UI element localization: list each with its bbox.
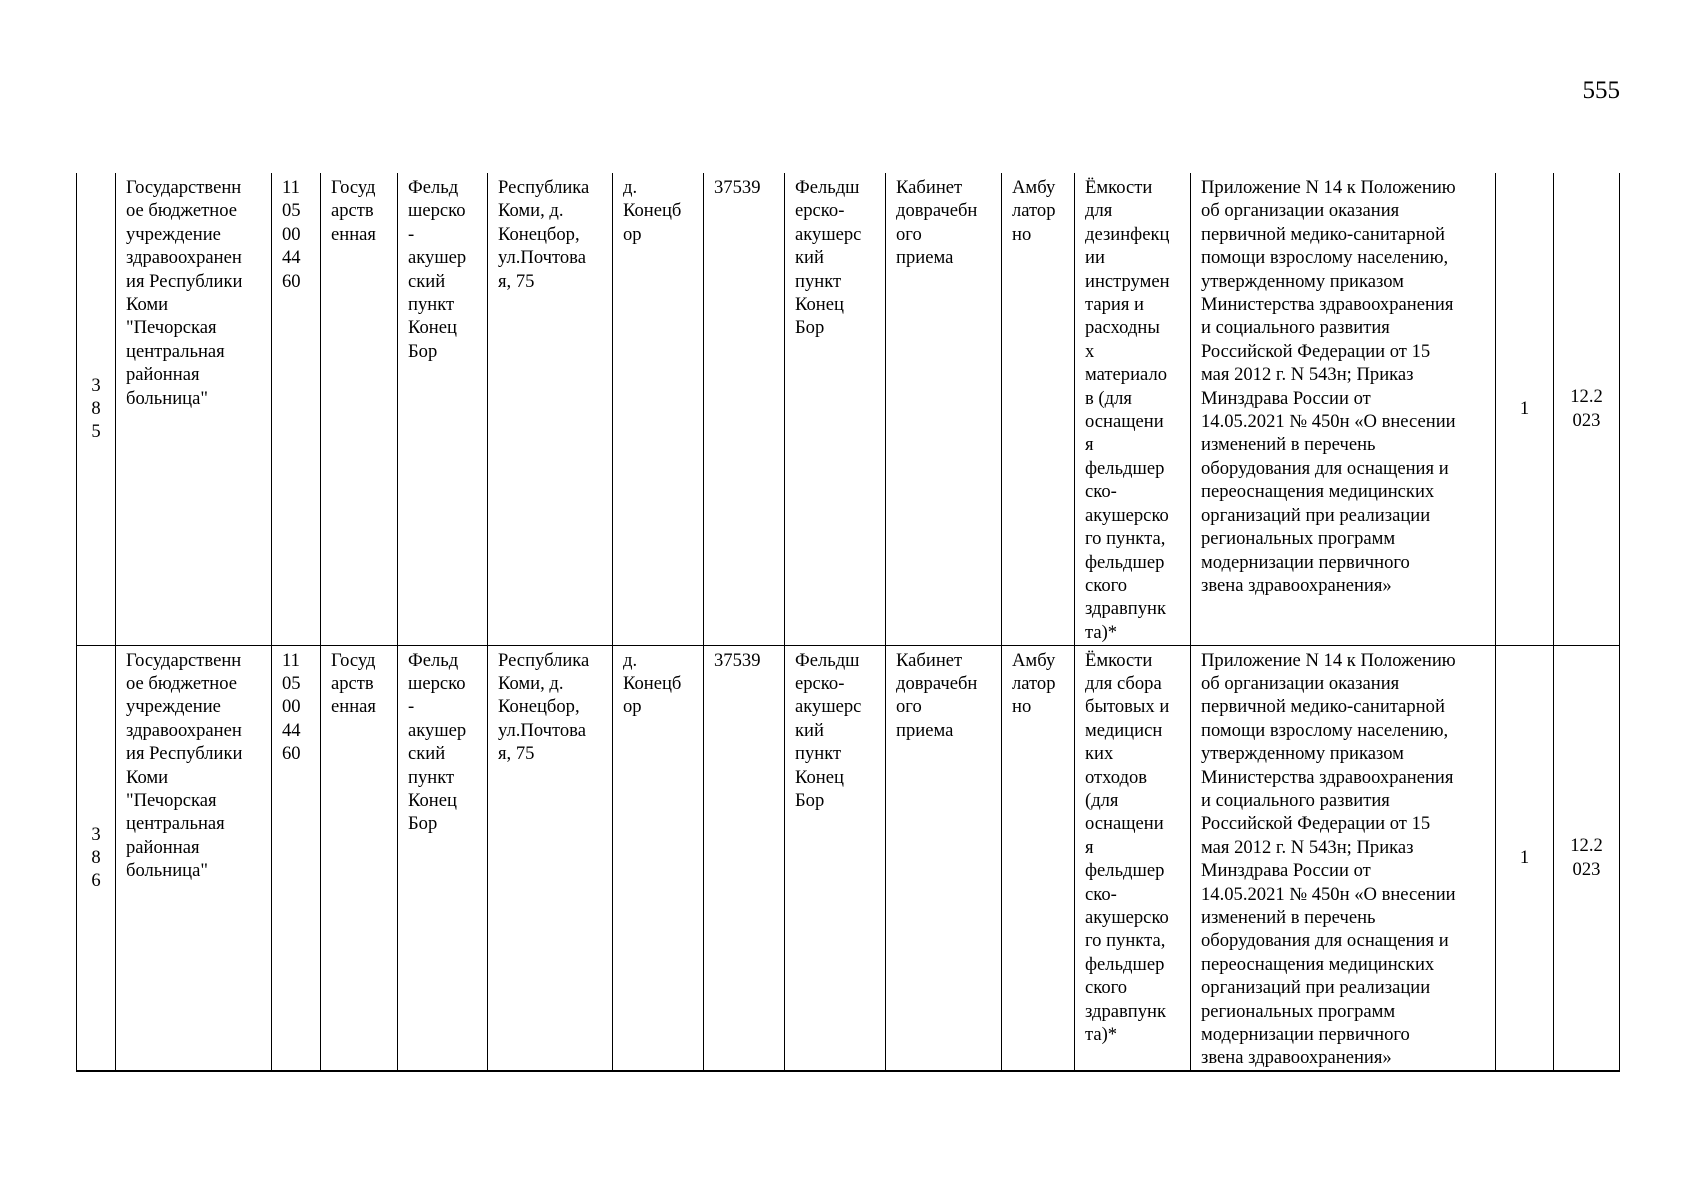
- address-cell: Республика Коми, д. Конецбор, ул.Почтова я, 75: [488, 645, 613, 1071]
- locality-cell: д. Конецб ор: [613, 173, 704, 645]
- equipment-table: [76, 173, 1620, 1072]
- code-cell: 11 05 00 44 60: [272, 645, 321, 1071]
- locality-cell: д. Конецб ор: [613, 645, 704, 1071]
- table-row: [77, 645, 1620, 1071]
- code-cell: 11 05 00 44 60: [272, 173, 321, 645]
- ownership-cell: Госуд арств енная: [321, 645, 398, 1071]
- care-type-cell: Амбу латор но: [1002, 173, 1075, 645]
- date-cell: 12.2 023: [1554, 645, 1620, 1071]
- table-row: [77, 173, 1620, 645]
- row-number: 3 8 6: [77, 645, 116, 1071]
- organization-cell: Государственн ое бюджетное учреждение здравоохранен ия Республики Коми "Печорская центральная районная больница": [116, 645, 272, 1071]
- basis-cell: Приложение N 14 к Положению об организации оказания первичной медико-санитарной помощи взрослому населению, утвержденному приказом Министерства здравоохранения и социального развития Российской Федерации от 15 мая 2012 г. N 543н; Приказ Минздрава России от 14.05.2021 № 450н «О внесении изменений в перечень оборудования для оснащения и переоснащения медицинских организаций при реализации региональных программ модернизации первичного звена здравоохранения»: [1191, 173, 1496, 645]
- facility-cell: Фельдш ерско- акушерс кий пункт Конец Бор: [785, 173, 886, 645]
- oktmo-cell: 37539: [704, 173, 785, 645]
- row-number: 3 8 5: [77, 173, 116, 645]
- unit-cell: Фельд шерско - акушер ский пункт Конец Бор: [398, 173, 488, 645]
- count-cell: 1: [1496, 645, 1554, 1071]
- care-type-cell: Амбу латор но: [1002, 645, 1075, 1071]
- ownership-cell: Госуд арств енная: [321, 173, 398, 645]
- basis-cell: Приложение N 14 к Положению об организации оказания первичной медико-санитарной помощи взрослому населению, утвержденному приказом Министерства здравоохранения и социального развития Российской Федерации от 15 мая 2012 г. N 543н; Приказ Минздрава России от 14.05.2021 № 450н «О внесении изменений в перечень оборудования для оснащения и переоснащения медицинских организаций при реализации региональных программ модернизации первичного звена здравоохранения»: [1191, 645, 1496, 1071]
- page-number: 555: [1582, 77, 1620, 104]
- oktmo-cell: 37539: [704, 645, 785, 1071]
- equipment-cell: Ёмкости для сбора бытовых и медицисн ких отходов (для оснащени я фельдшер ско- акушерско го пункта, фельдшер ского здравпунк та)*: [1075, 645, 1191, 1071]
- unit-cell: Фельд шерско - акушер ский пункт Конец Бор: [398, 645, 488, 1071]
- room-cell: Кабинет доврачебн ого приема: [886, 173, 1002, 645]
- date-cell: 12.2 023: [1554, 173, 1620, 645]
- address-cell: Республика Коми, д. Конецбор, ул.Почтова я, 75: [488, 173, 613, 645]
- organization-cell: Государственн ое бюджетное учреждение здравоохранен ия Республики Коми "Печорская центральная районная больница": [116, 173, 272, 645]
- facility-cell: Фельдш ерско- акушерс кий пункт Конец Бор: [785, 645, 886, 1071]
- equipment-cell: Ёмкости для дезинфекц ии инструмен тария и расходны х материало в (для оснащени я фельдшер ско- акушерско го пункта, фельдшер ского здравпунк та)*: [1075, 173, 1191, 645]
- room-cell: Кабинет доврачебн ого приема: [886, 645, 1002, 1071]
- count-cell: 1: [1496, 173, 1554, 645]
